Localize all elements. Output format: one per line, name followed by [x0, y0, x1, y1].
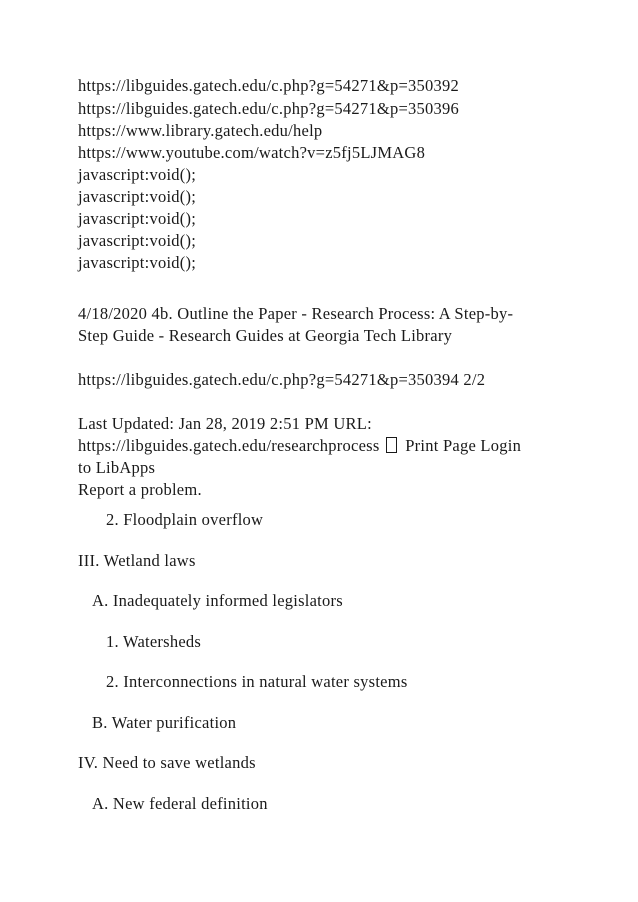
footer-links-row — [78, 436, 521, 456]
outline-item-federal-definition: A. New federal definition — [92, 794, 268, 813]
outline-item-purification: B. Water purification — [92, 713, 237, 732]
outline-item-floodplain: 2. Floodplain overflow — [106, 510, 264, 529]
research-process-url[interactable]: https://libguides.gatech.edu/researchprocess — [78, 436, 380, 455]
link-js-5[interactable]: javascript:void(); — [78, 253, 197, 272]
link-url-4[interactable]: https://www.youtube.com/watch?v=z5fj5LJMAG8 — [78, 143, 426, 162]
outline-item-watersheds: 1. Watersheds — [106, 632, 202, 651]
link-url-3[interactable]: https://www.library.gatech.edu/help — [78, 121, 323, 140]
report-problem-link[interactable]: Report a problem. — [78, 480, 202, 499]
link-js-1[interactable]: javascript:void(); — [78, 165, 197, 184]
print-header-line-2: Step Guide - Research Guides at Georgia Tech Library — [78, 326, 453, 345]
print-icon — [386, 437, 397, 453]
link-js-4[interactable]: javascript:void(); — [78, 231, 197, 250]
outline-heading-save-wetlands: IV. Need to save wetlands — [78, 753, 256, 772]
outline-heading-wetland-laws: III. Wetland laws — [78, 551, 196, 570]
page-url: https://libguides.gatech.edu/c.php?g=54271&p=350394 2/2 — [78, 370, 486, 389]
link-js-2[interactable]: javascript:void(); — [78, 187, 197, 206]
link-url-2[interactable]: https://libguides.gatech.edu/c.php?g=54271&p=350396 — [78, 99, 460, 118]
outline-item-legislators: A. Inadequately informed legislators — [92, 591, 343, 610]
link-url-1[interactable]: https://libguides.gatech.edu/c.php?g=54271&p=350392 — [78, 76, 460, 95]
print-login-link[interactable]: Print Page Login — [405, 436, 522, 455]
print-header-line-1: 4/18/2020 4b. Outline the Paper - Research Process: A Step-by- — [78, 304, 514, 323]
last-updated: Last Updated: Jan 28, 2019 2:51 PM URL: — [78, 414, 372, 433]
outline-item-interconnections: 2. Interconnections in natural water systems — [106, 672, 408, 691]
link-js-3[interactable]: javascript:void(); — [78, 209, 197, 228]
libapps-link[interactable]: to LibApps — [78, 458, 156, 477]
